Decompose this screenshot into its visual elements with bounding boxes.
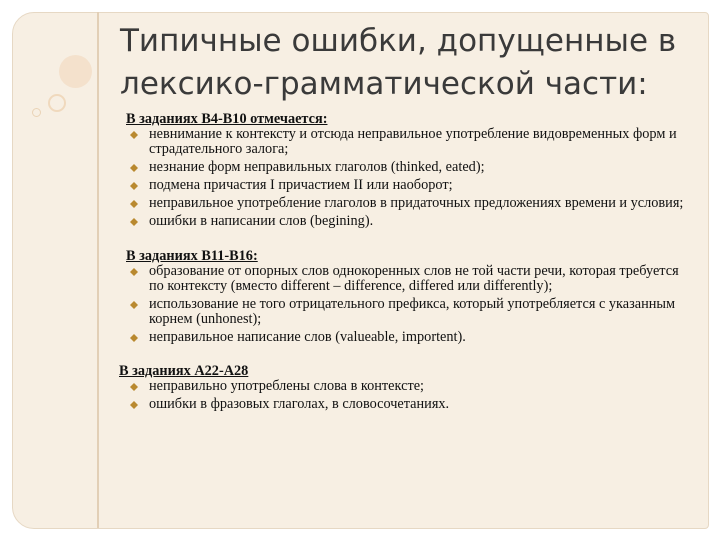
list-item-text: ошибки в написании слов (begining). [149,213,374,229]
list-item [119,379,694,394]
decorative-circle-medium [48,94,66,112]
diamond-bullet-icon [130,334,138,342]
list-item-text: подмена причастия I причастием II или наоборот; [149,177,453,193]
list-item [119,178,694,193]
list-item-text: неправильное употребление глаголов в придаточных предложениях времени и условия; [149,195,684,211]
list-item [119,127,694,157]
decorative-divider-line [97,12,99,528]
diamond-bullet-icon [130,164,138,172]
diamond-bullet-icon [130,301,138,309]
section-b4-b10 [119,112,694,229]
list-item-text: образование от опорных слов однокоренных слов не той части речи, которая требуется по контексту (вместо different – difference, differed или differently); [149,263,679,294]
list-item [119,297,694,327]
diamond-bullet-icon [130,268,138,276]
list-item-text: незнание форм неправильных глаголов (thinked, eated); [149,159,485,175]
list-item [119,196,694,211]
diamond-bullet-icon [130,182,138,190]
section-a22-a28 [119,364,694,412]
diamond-bullet-icon [130,218,138,226]
list-item [119,214,694,229]
diamond-bullet-icon [130,401,138,409]
section-b11-b16 [119,249,694,345]
diamond-bullet-icon [130,131,138,139]
list-item-text: неправильно употреблены слова в контексте; [149,378,425,394]
diamond-bullet-icon [130,200,138,208]
diamond-bullet-icon [130,383,138,391]
section-heading: В заданиях А22-А28 [119,363,249,379]
decorative-circle-large [59,55,92,88]
bullet-list [119,264,694,345]
list-item-text: ошибки в фразовых глаголах, в словосочетаниях. [149,396,450,412]
list-item-text: использование не того отрицательного префикса, который употребляется с указанным корнем (unhonest); [149,296,676,327]
section-heading: В заданиях В4-В10 отмечается: [126,111,328,127]
list-item-text: невнимание к контексту и отсюда неправильное употребление видовременных форм и страдательного залога; [149,126,677,157]
bullet-list [119,379,694,412]
list-item-text: неправильное написание слов (valueable, importent). [149,329,466,345]
list-item [119,330,694,345]
list-item [119,264,694,294]
slide-title: Типичные ошибки, допущенные в лексико-грамматической части: [120,23,677,102]
list-item [119,397,694,412]
decorative-circle-small [32,108,41,117]
section-heading: В заданиях В11-В16: [126,248,258,264]
slide-content [119,112,694,415]
bullet-list [119,127,694,229]
list-item [119,160,694,175]
